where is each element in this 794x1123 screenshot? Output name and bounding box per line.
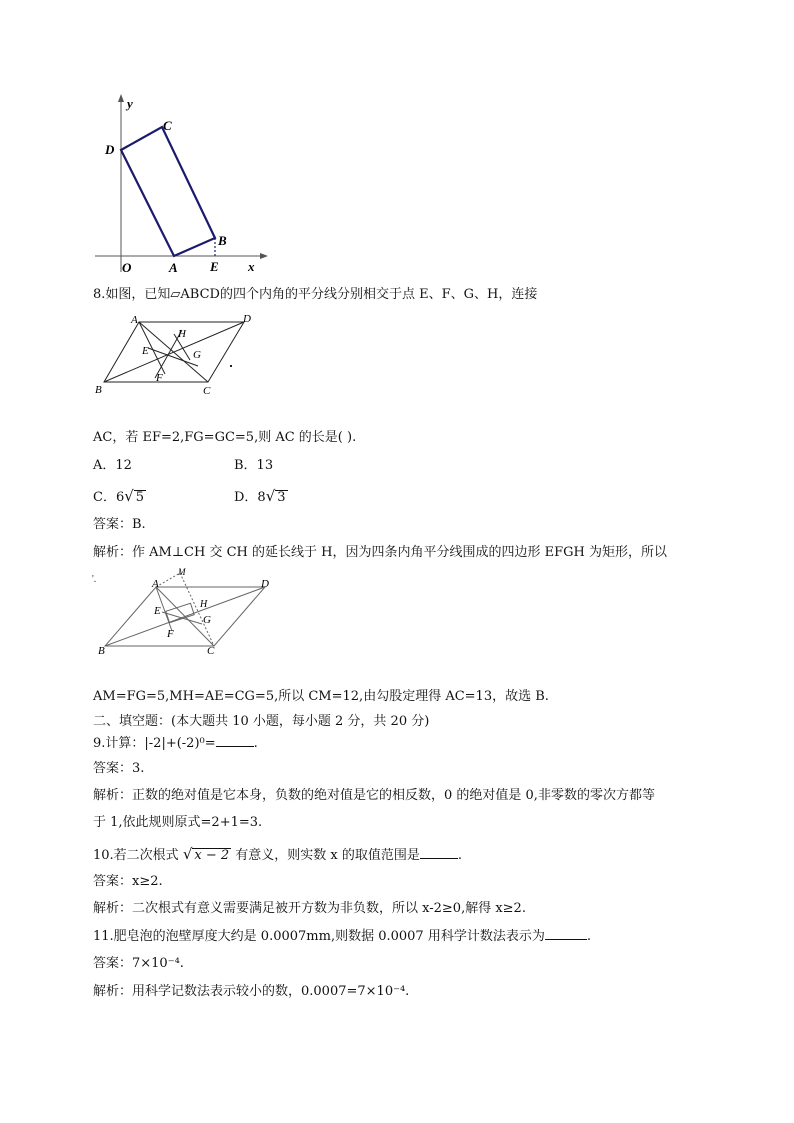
coordinate-figure: [90, 92, 270, 277]
q9-analysis-1: 解析：正数的绝对值是它本身，负数的绝对值是它的相反数，0 的绝对值是 0,非零数的零次方都等: [93, 788, 655, 803]
label-f: F: [167, 628, 174, 640]
q9-stem: 9.计算：|-2|+(-2)⁰= .: [93, 736, 258, 751]
x-axis-arrow: [260, 253, 268, 259]
rectangle-abcd: [121, 127, 215, 256]
q8-answer: 答案：B.: [93, 517, 146, 532]
bisector-c: [148, 348, 198, 366]
option-d: D．8√ 3: [234, 487, 286, 505]
label-d: D: [243, 313, 251, 325]
stray-mark: '.: [92, 574, 97, 585]
answer-blank: [420, 846, 458, 859]
q10-stem-pre: 10.若二次根式: [93, 848, 179, 863]
label-e: E: [142, 345, 149, 357]
option-d-radicand: 3: [277, 490, 286, 505]
label-c: C: [207, 645, 215, 657]
label-c: C: [163, 118, 172, 133]
label-e: E: [154, 605, 161, 617]
q9-analysis-2: 于 1,依此规则原式=2+1=3.: [93, 815, 263, 830]
q8-analysis: 解析：作 AM⊥CH 交 CH 的延长线于 H，因为四条内角平分线围成的四边形 EFGH 为矩形，所以: [93, 545, 667, 560]
label-o: O: [122, 260, 132, 275]
q10-analysis: 解析：二次根式有意义需要满足被开方数为非负数，所以 x-2≥0,解得 x≥2.: [93, 901, 526, 916]
label-e: E: [210, 259, 219, 274]
label-b: B: [218, 233, 227, 248]
label-a: A: [131, 314, 138, 326]
option-c-radicand: 5: [135, 490, 145, 505]
label-m: M: [178, 567, 186, 577]
section-title: 二、填空题：(本大题共 10 小题，每小题 2 分，共 20 分): [93, 714, 430, 729]
q10-stem: 10.若二次根式 √ x − 2 有意义，则实数 x 的取值范围是 .: [93, 845, 463, 863]
label-y: y: [127, 96, 133, 111]
label-b: B: [95, 384, 102, 396]
q10-answer: 答案：x≥2.: [93, 874, 163, 889]
label-x: x: [248, 259, 255, 274]
q11-answer: 答案：7×10⁻⁴.: [93, 956, 184, 971]
q11-analysis: 解析：用科学记数法表示较小的数，0.0007=7×10⁻⁴.: [93, 984, 410, 999]
q10-stem-post: 有意义，则实数 x 的取值范围是: [235, 848, 420, 863]
line-am: [156, 573, 180, 587]
auxiliary-figure: [90, 566, 275, 658]
q9-answer: 答案：3.: [93, 761, 145, 776]
option-c: C．6√ 5: [93, 487, 145, 505]
label-b: B: [98, 645, 105, 657]
answer-blank: [216, 734, 254, 747]
label-g: G: [193, 349, 201, 361]
option-b: B．13: [234, 458, 274, 473]
y-axis-arrow: [118, 94, 124, 102]
q8-analysis-2: AM=FG=5,MH=AE=CG=5,所以 CM=12,由勾股定理得 AC=13，故选 B.: [93, 689, 549, 704]
answer-blank: [545, 927, 587, 940]
label-d: D: [261, 578, 269, 590]
label-h: H: [178, 328, 186, 340]
label-a: A: [152, 578, 159, 590]
q8-stem-2: AC，若 EF=2,FG=GC=5,则 AC 的长是( ).: [93, 430, 357, 445]
stray-dot: [230, 365, 232, 367]
label-d: D: [105, 142, 115, 157]
parallelogram-figure: [90, 310, 250, 398]
q11-stem-text: 11.肥皂泡的泡壁厚度大约是 0.0007mm,则数据 0.0007 用科学计数法表示为: [93, 929, 545, 944]
label-a: A: [169, 260, 178, 275]
option-a: A．12: [93, 458, 132, 473]
rectangle-efgh: [166, 603, 194, 622]
label-g: G: [203, 614, 211, 626]
option-d-prefix: D．8: [234, 490, 266, 505]
label-h: H: [200, 599, 208, 610]
label-c: C: [203, 385, 211, 397]
q10-radicand: x − 2: [194, 848, 230, 863]
label-f: F: [156, 372, 163, 384]
line-mc: [180, 573, 214, 646]
q9-stem-text: 9.计算：|-2|+(-2)⁰=: [93, 736, 216, 751]
option-c-prefix: C．6: [93, 490, 125, 505]
q8-stem: 8.如图，已知▱ABCD的四个内角的平分线分别相交于点 E、F、G、H，连接: [93, 287, 538, 302]
q11-stem: 11.肥皂泡的泡壁厚度大约是 0.0007mm,则数据 0.0007 用科学计数法表示为 .: [93, 929, 591, 944]
